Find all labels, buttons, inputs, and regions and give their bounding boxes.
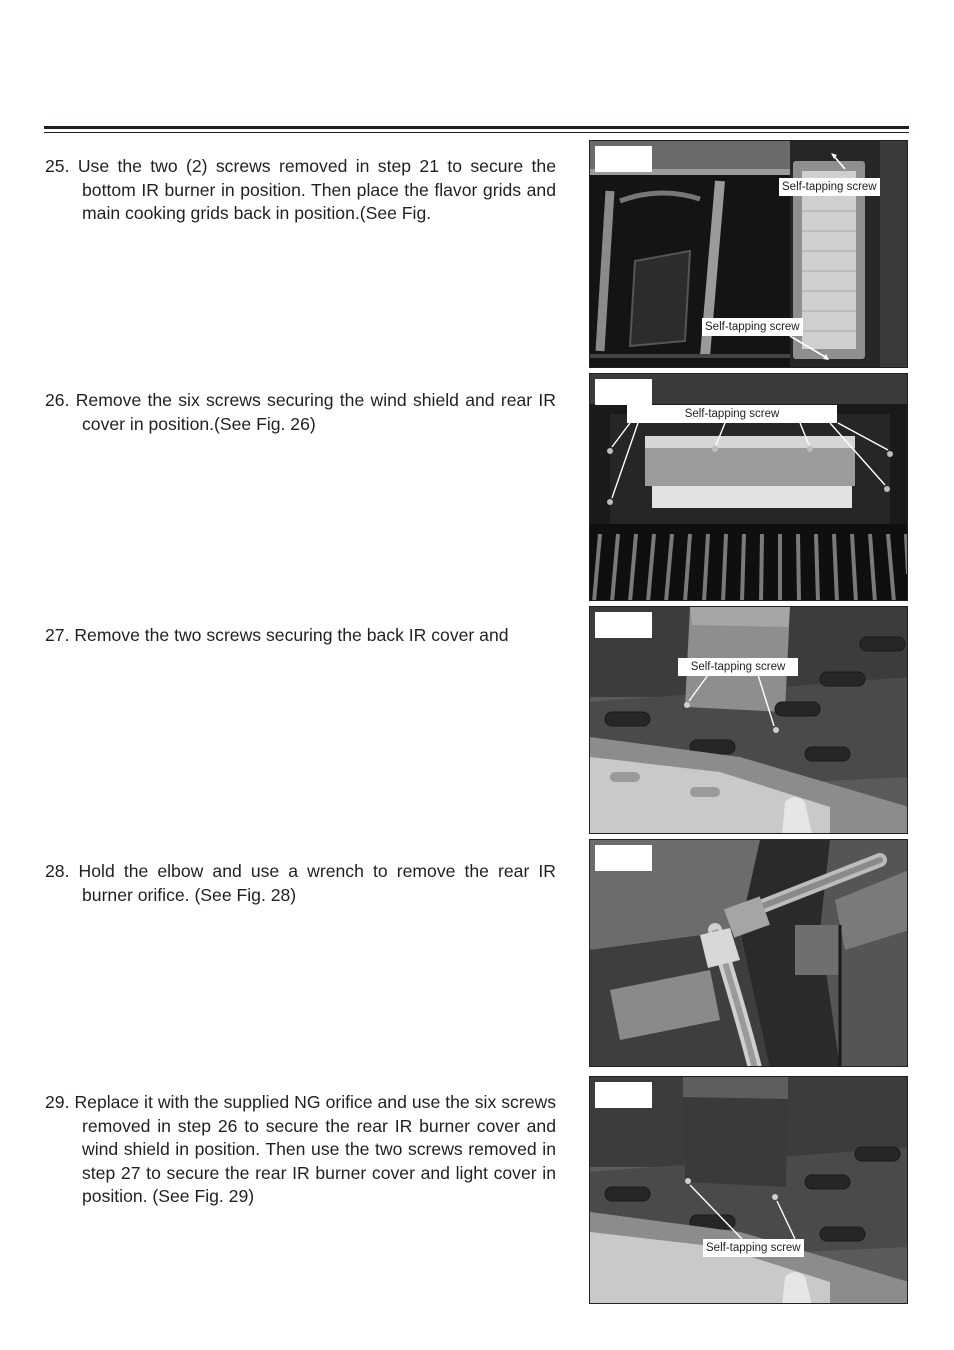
step-26-text: 26. Remove the six screws securing the wind shield and rear IR cover in position.(See Fig. 26) [45, 390, 556, 434]
header-rule-thin [44, 132, 909, 133]
figure-25-callout-top: Self-tapping screw [779, 178, 880, 196]
figure-27-callout: Self-tapping screw [678, 658, 798, 676]
figure-29-tag [595, 1082, 652, 1108]
step-27-text: 27. Remove the two screws securing the back IR cover and [45, 625, 509, 645]
step-28-text: 28. Hold the elbow and use a wrench to remove the rear IR burner orifice. (See Fig. 28) [45, 861, 556, 905]
figure-29-callout: Self-tapping screw [703, 1239, 804, 1257]
step-29-text: 29. Replace it with the supplied NG orifice and use the six screws removed in step 26 to secure the rear IR burner cover and wind shield in position. Then use the two screws removed in step 27 to secure the rear IR burner cover and light cover in position. (See Fig. 29) [45, 1092, 556, 1206]
figure-27-photo [589, 606, 908, 834]
figure-26-photo [589, 373, 908, 601]
step-25-text: 25. Use the two (2) screws removed in step 21 to secure the bottom IR burner in position. Then place the flavor grids and main cooking grids back in position.(See Fig. [45, 156, 556, 223]
header-rule-thick [44, 126, 909, 129]
figure-28-photo [589, 839, 908, 1067]
figure-29-photo [589, 1076, 908, 1304]
figure-25-photo [589, 140, 908, 368]
figure-26-callout: Self-tapping screw [627, 405, 837, 423]
figure-25-tag [595, 146, 652, 172]
figure-28-tag [595, 845, 652, 871]
figure-29-illustration [590, 1077, 908, 1304]
figure-26-tag [595, 379, 652, 405]
figure-28-illustration [590, 840, 908, 1067]
figure-27-tag [595, 612, 652, 638]
figure-25-callout-bottom: Self-tapping screw [702, 318, 803, 336]
figure-27-illustration [590, 607, 908, 834]
